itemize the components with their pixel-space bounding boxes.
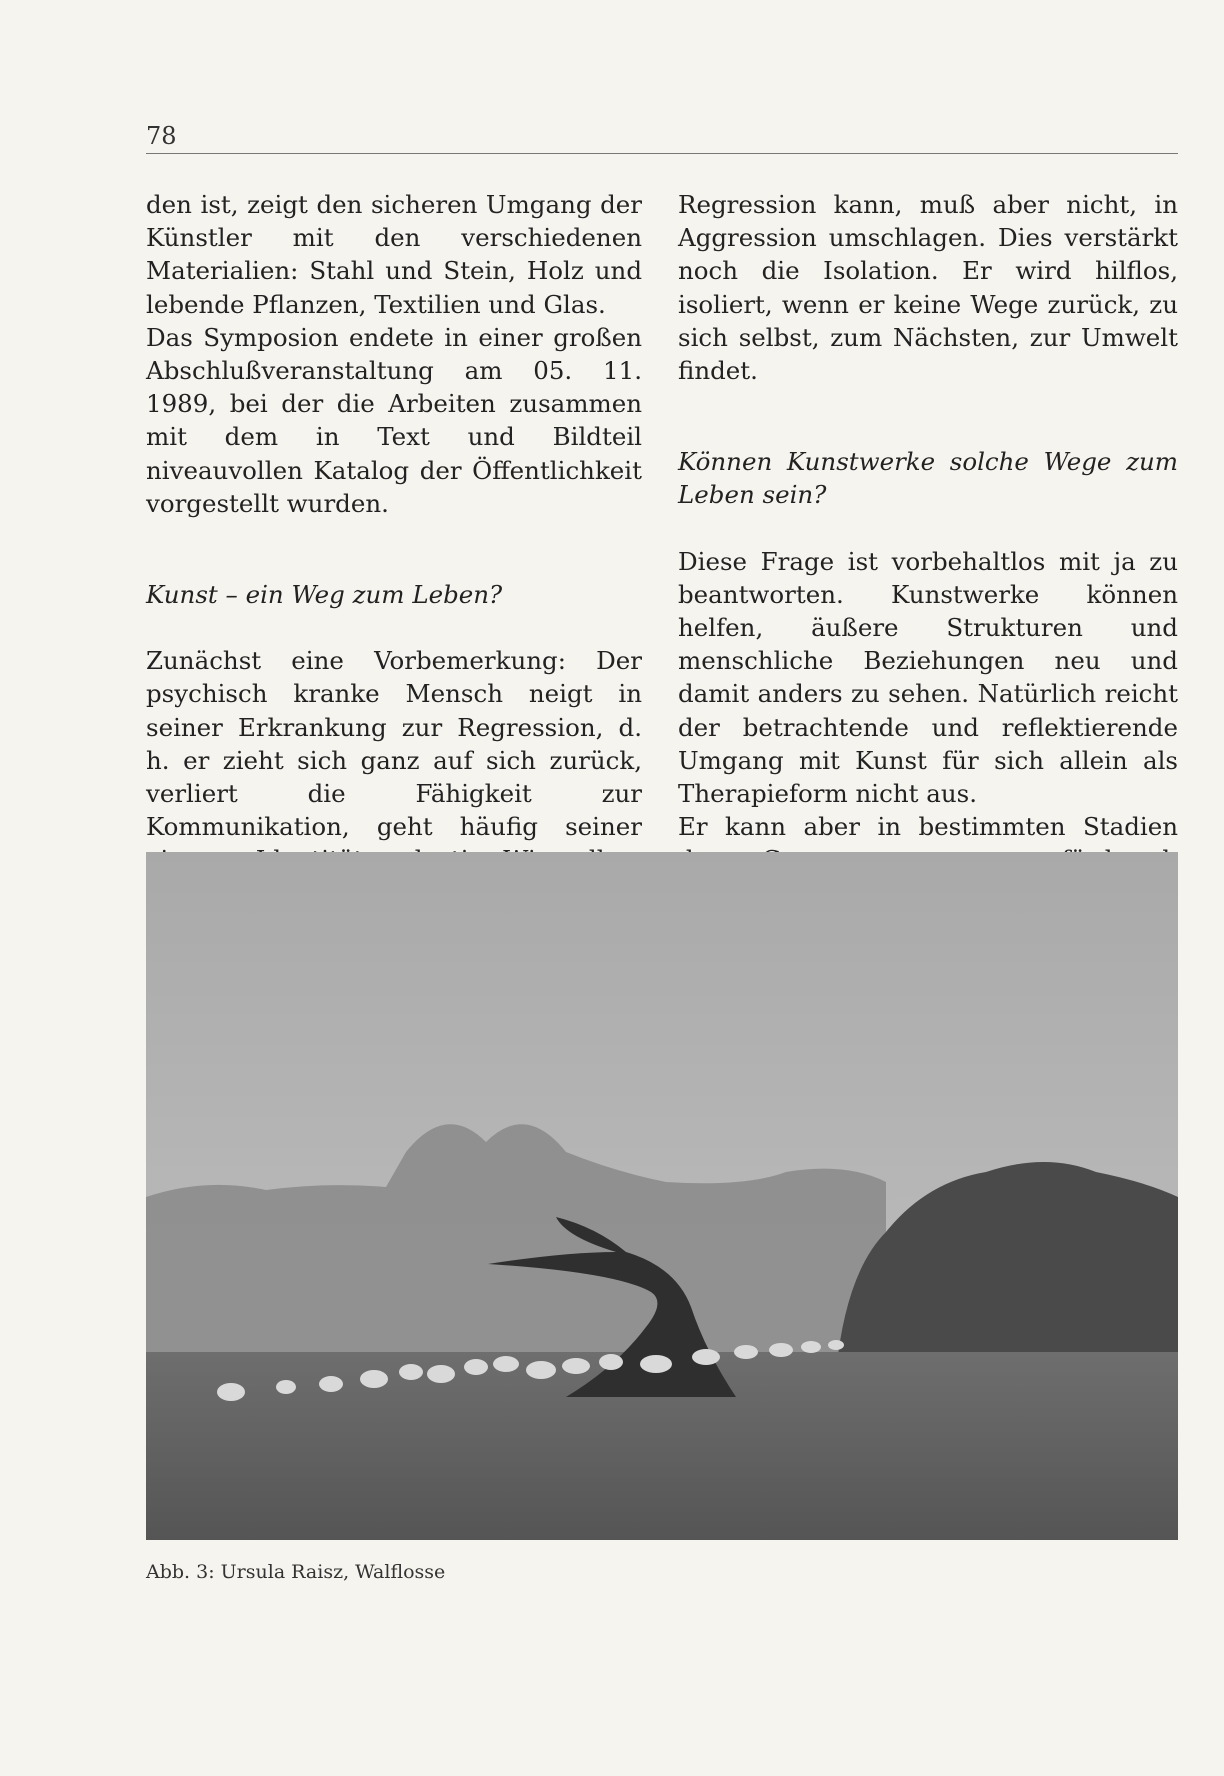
- left-paragraph-3: Zunächst eine Vorbemerkung: Der psychisch kranke Mensch neigt in seiner Erkrankung zur Regression, d. h. er zieht sich ganz auf sich zurück, verliert die Fähigkeit zur Kommunikation, geht häufig seiner: [146, 646, 642, 842]
- left-column: [146, 188, 642, 910]
- right-column: [678, 188, 1178, 910]
- right-section-heading: Können Kunstwerke solche Wege zum Leben sein?: [678, 447, 1178, 510]
- figure-caption: Abb. 3: Ursula Raisz, Walflosse: [146, 1561, 446, 1583]
- figure-photo-whale-fin-sculpture: [146, 852, 1178, 1540]
- right-paragraph-2: Diese Frage ist vorbehaltlos mit ja zu beantworten. Kunstwerke können helfen, äußere Strukturen und menschliche Beziehungen neu und damit anders zu sehen. Natürlich reicht der betrachtende und reflektierende Umgang mit Kunst für sich allein als Therapieform nicht aus.: [678, 546, 1178, 809]
- left-paragraph-1: den ist, zeigt den sicheren Umgang der Künstler mit den verschiedenen Materialien: Stahl und Stein, Holz und lebende Pflanzen, Textilien und Glas.: [146, 190, 642, 319]
- left-section-heading: Kunst – ein Weg zum Leben?: [146, 580, 503, 610]
- photo-illustration: [146, 852, 1178, 1540]
- page-number: 78: [146, 122, 177, 150]
- right-paragraph-1: Regression kann, muß aber nicht, in Aggression umschlagen. Dies verstärkt noch die Isolation. Er wird hilflos, isoliert, wenn er keine Wege zurück, zu sich selbst, zum Nächsten, zur Umwelt findet.: [678, 190, 1178, 386]
- right-paragraph-3: Er kann aber in bestimmten Stadien: [678, 812, 1178, 842]
- header-rule: [146, 153, 1178, 154]
- left-paragraph-2: Das Symposion endete in einer großen Abschlußveranstaltung am 05. 11. 1989, bei der die Arbeiten zusammen mit dem in Text und Bildteil niveauvollen Katalog der Öffentlichkeit vorgestellt wurden.: [146, 322, 642, 518]
